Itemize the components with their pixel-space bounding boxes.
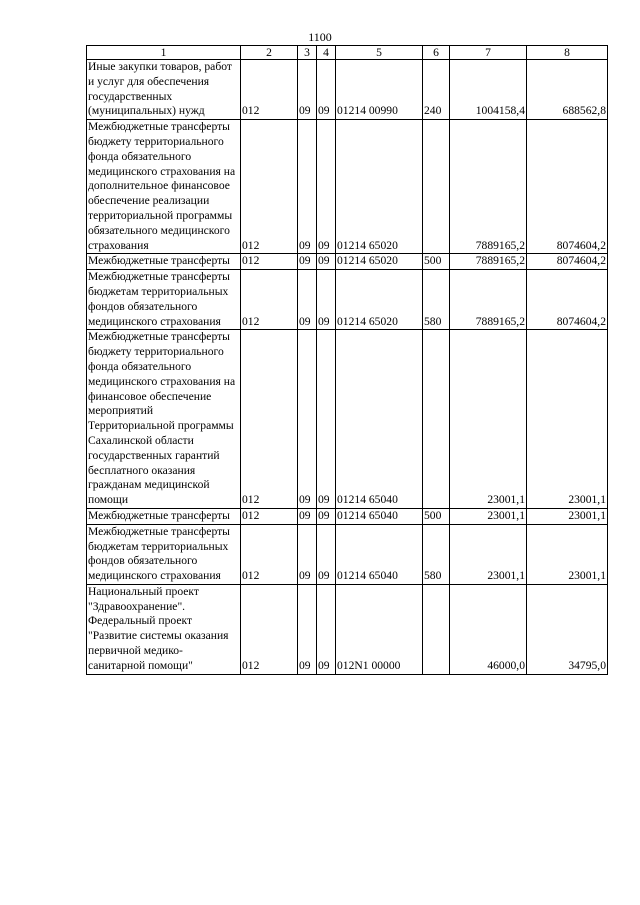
ministry-code-cell: 012 <box>241 508 298 524</box>
column-header: 7 <box>450 46 527 60</box>
amount-year2-cell: 8074604,2 <box>527 254 608 270</box>
amount-year2-cell: 23001,1 <box>527 508 608 524</box>
amount-year1-cell: 1004158,4 <box>450 60 527 120</box>
target-article-cell: 012N1 00000 <box>336 584 423 674</box>
amount-year1-cell: 23001,1 <box>450 330 527 509</box>
column-header: 3 <box>298 46 317 60</box>
table-row <box>87 270 608 330</box>
target-article-cell: 01214 65020 <box>336 120 423 254</box>
section-code-cell: 09 <box>298 254 317 270</box>
ministry-code-cell: 012 <box>241 524 298 584</box>
section-code-cell: 09 <box>298 330 317 509</box>
expense-type-cell <box>423 330 450 509</box>
subsection-code-cell: 09 <box>317 254 336 270</box>
row-name-cell: Национальный проект "Здравоохранение". Федеральный проект "Развитие системы оказания первичной медико-санитарной помощи" <box>87 584 241 674</box>
amount-year2-cell: 23001,1 <box>527 524 608 584</box>
column-header: 5 <box>336 46 423 60</box>
expense-type-cell: 500 <box>423 508 450 524</box>
amount-year1-cell: 7889165,2 <box>450 270 527 330</box>
amount-year1-cell: 46000,0 <box>450 584 527 674</box>
section-code-cell: 09 <box>298 120 317 254</box>
table-row <box>87 508 608 524</box>
ministry-code-cell: 012 <box>241 330 298 509</box>
section-code-cell: 09 <box>298 584 317 674</box>
header-row <box>87 46 608 60</box>
column-header: 4 <box>317 46 336 60</box>
row-name-cell: Межбюджетные трансферты <box>87 508 241 524</box>
expense-type-cell <box>423 120 450 254</box>
expense-type-cell: 580 <box>423 524 450 584</box>
column-header: 2 <box>241 46 298 60</box>
amount-year1-cell: 23001,1 <box>450 508 527 524</box>
expense-type-cell <box>423 584 450 674</box>
expense-type-cell: 580 <box>423 270 450 330</box>
table-row <box>87 60 608 120</box>
table-row <box>87 254 608 270</box>
subsection-code-cell: 09 <box>317 524 336 584</box>
table-row <box>87 120 608 254</box>
row-name-cell: Межбюджетные трансферты бюджету территориального фонда обязательного медицинского страхования на дополнительное финансовое обеспечение реализации территориальной программы обязательного медицинского страхования <box>87 120 241 254</box>
ministry-code-cell: 012 <box>241 60 298 120</box>
target-article-cell: 01214 65020 <box>336 254 423 270</box>
row-name-cell: Межбюджетные трансферты бюджетам территориальных фондов обязательного медицинского страхования <box>87 270 241 330</box>
column-header: 6 <box>423 46 450 60</box>
subsection-code-cell: 09 <box>317 508 336 524</box>
table-row <box>87 584 608 674</box>
ministry-code-cell: 012 <box>241 270 298 330</box>
expense-type-cell: 500 <box>423 254 450 270</box>
row-name-cell: Межбюджетные трансферты бюджетам территориальных фондов обязательного медицинского страхования <box>87 524 241 584</box>
target-article-cell: 01214 65040 <box>336 524 423 584</box>
ministry-code-cell: 012 <box>241 254 298 270</box>
section-code-cell: 09 <box>298 524 317 584</box>
ministry-code-cell: 012 <box>241 120 298 254</box>
section-code-cell: 09 <box>298 508 317 524</box>
section-code-cell: 09 <box>298 270 317 330</box>
subsection-code-cell: 09 <box>317 60 336 120</box>
amount-year2-cell: 688562,8 <box>527 60 608 120</box>
amount-year2-cell: 34795,0 <box>527 584 608 674</box>
row-name-cell: Межбюджетные трансферты бюджету территориального фонда обязательного медицинского страхования на финансовое обеспечение мероприятий Территориальной программы Сахалинской области государственных гарантий бесплатного оказания гражданам медицинской помощи <box>87 330 241 509</box>
row-name-cell: Иные закупки товаров, работ и услуг для обеспечения государственных (муниципальных) нужд <box>87 60 241 120</box>
row-name-cell: Межбюджетные трансферты <box>87 254 241 270</box>
target-article-cell: 01214 65040 <box>336 508 423 524</box>
amount-year1-cell: 7889165,2 <box>450 120 527 254</box>
subsection-code-cell: 09 <box>317 120 336 254</box>
subsection-code-cell: 09 <box>317 270 336 330</box>
expense-type-cell: 240 <box>423 60 450 120</box>
section-code-cell: 09 <box>298 60 317 120</box>
amount-year1-cell: 7889165,2 <box>450 254 527 270</box>
table-row <box>87 330 608 509</box>
column-header: 8 <box>527 46 608 60</box>
column-header: 1 <box>87 46 241 60</box>
table-row <box>87 524 608 584</box>
page-number: 1100 <box>308 30 332 44</box>
budget-table <box>86 45 608 675</box>
target-article-cell: 01214 65040 <box>336 330 423 509</box>
ministry-code-cell: 012 <box>241 584 298 674</box>
amount-year1-cell: 23001,1 <box>450 524 527 584</box>
amount-year2-cell: 23001,1 <box>527 330 608 509</box>
target-article-cell: 01214 65020 <box>336 270 423 330</box>
subsection-code-cell: 09 <box>317 330 336 509</box>
target-article-cell: 01214 00990 <box>336 60 423 120</box>
subsection-code-cell: 09 <box>317 584 336 674</box>
amount-year2-cell: 8074604,2 <box>527 120 608 254</box>
amount-year2-cell: 8074604,2 <box>527 270 608 330</box>
